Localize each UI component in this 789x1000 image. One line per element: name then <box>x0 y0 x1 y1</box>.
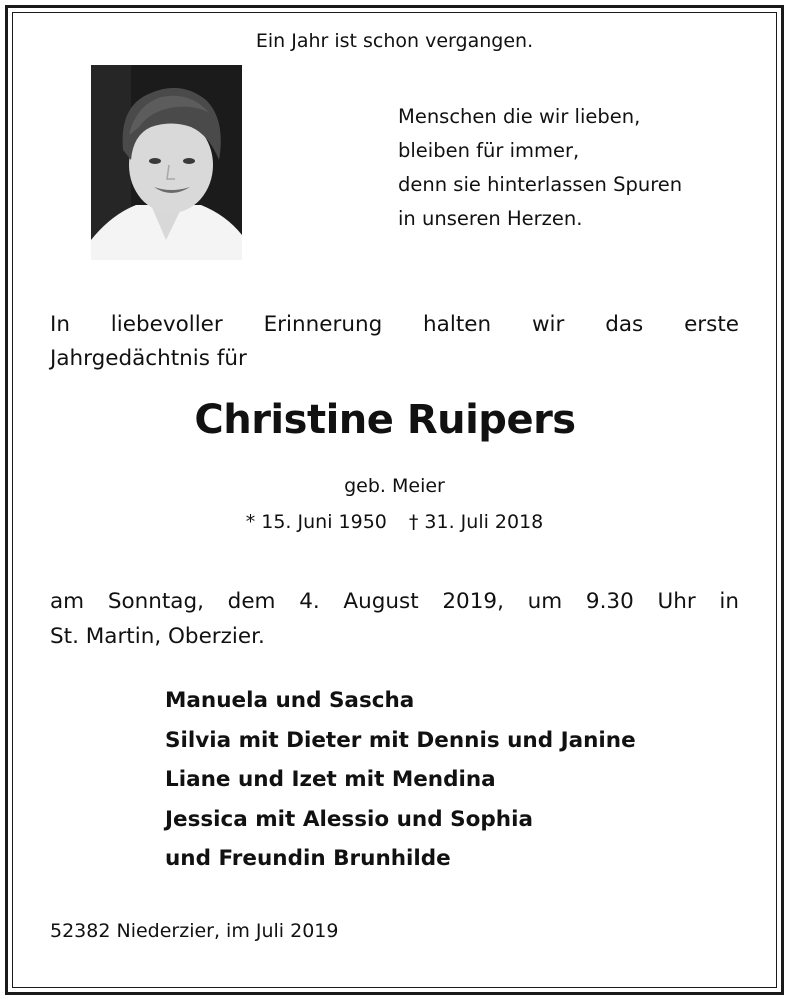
family-line: Silvia mit Dieter mit Dennis und Janine <box>165 727 636 753</box>
portrait-photo <box>91 65 242 260</box>
quote-line: denn sie hinterlassen Spuren <box>398 173 683 196</box>
place-date-footer: 52382 Niederzier, im Juli 2019 <box>50 920 339 942</box>
family-line: Jessica mit Alessio und Sophia <box>165 806 533 832</box>
service-line: St. Martin, Oberzier. <box>50 624 265 649</box>
family-line: Liane und Izet mit Mendina <box>165 767 496 792</box>
birth-date: * 15. Juni 1950 <box>245 511 387 533</box>
service-text <box>50 584 739 654</box>
family-signatures <box>165 681 636 879</box>
family-line: Manuela und Sascha <box>165 688 415 713</box>
intro-line: In liebevoller Erinnerung halten wir das erste <box>50 312 739 337</box>
quote-line: bleiben für immer, <box>398 139 580 162</box>
death-date: † 31. Juli 2018 <box>408 511 544 533</box>
quote-line: Menschen die wir lieben, <box>398 105 641 128</box>
memorial-quote <box>398 100 682 236</box>
header-line: Ein Jahr ist schon vergangen. <box>255 30 534 52</box>
portrait-illustration <box>91 65 242 260</box>
life-dates <box>0 511 789 533</box>
family-line: und Freundin Brunhilde <box>165 846 451 871</box>
service-line: am Sonntag, dem 4. August 2019, um 9.30 Uhr in <box>50 589 739 614</box>
birth-name: geb. Meier <box>344 475 445 497</box>
quote-line: in unseren Herzen. <box>398 207 583 230</box>
intro-text <box>50 308 739 376</box>
intro-line: Jahrgedächtnis für <box>50 346 247 371</box>
deceased-name: Christine Ruipers <box>194 397 576 443</box>
